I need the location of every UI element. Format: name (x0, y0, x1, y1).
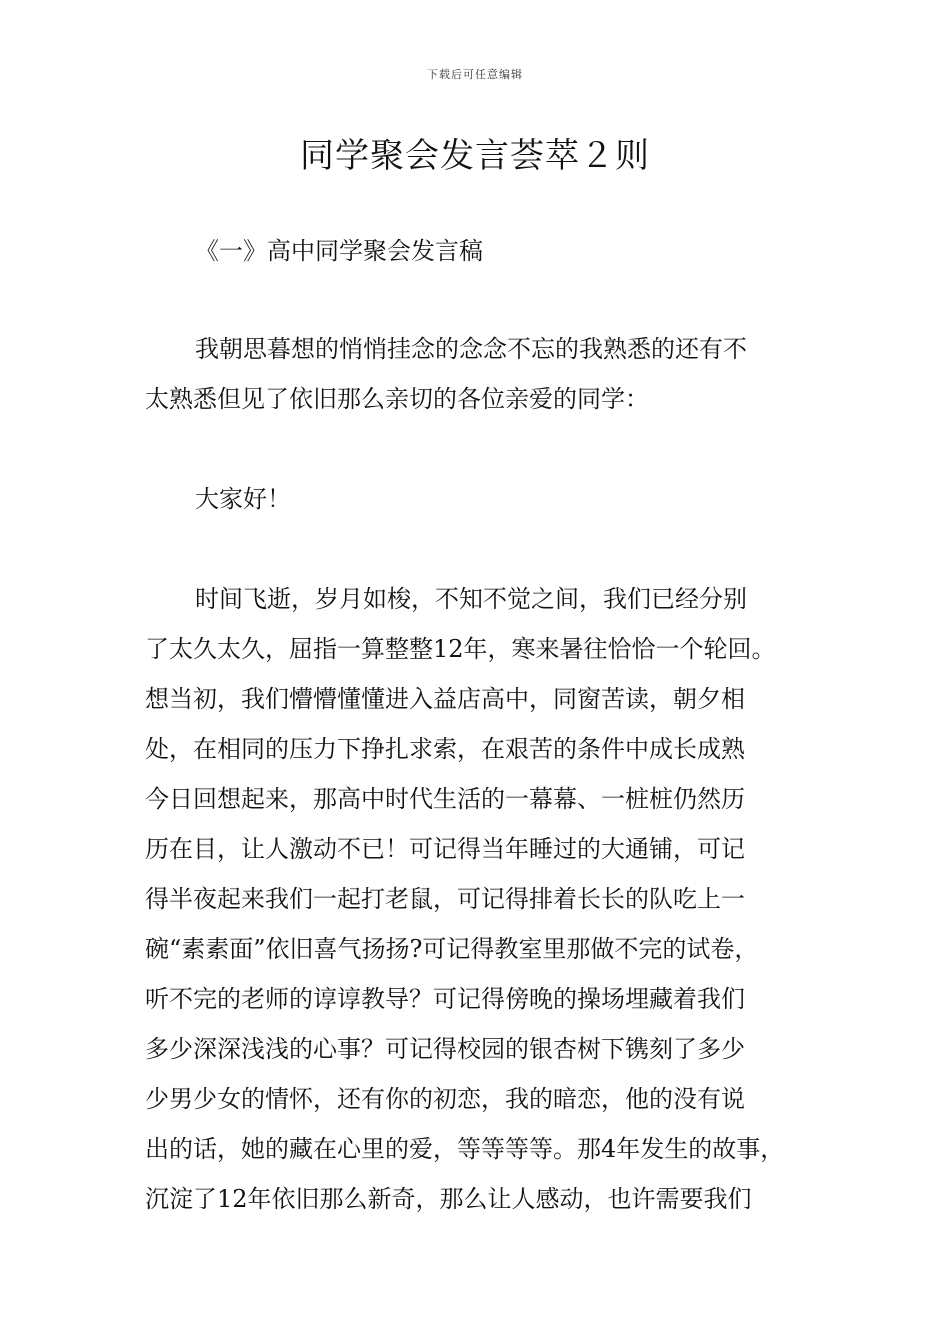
paragraph-line: 大家好！ (195, 485, 291, 513)
main-paragraph (145, 574, 835, 1224)
paragraph-line: 多少深深浅浅的心事？可记得校园的银杏树下镌刻了多少 (145, 1035, 745, 1063)
paragraph-line: 少男少女的情怀，还有你的初恋，我的暗恋，他的没有说 (145, 1085, 745, 1113)
paragraph-line: 沉淀了12年依旧那么新奇，那么让人感动，也许需要我们 (145, 1185, 752, 1213)
paragraph-line: 想当初，我们懵懵懂懂进入益店高中，同窗苦读，朝夕相 (145, 685, 745, 713)
section-heading-text: 《一》高中同学聚会发言稿 (195, 237, 483, 265)
header-note: 下载后可任意编辑 (427, 68, 523, 81)
greeting-paragraph (145, 324, 835, 424)
paragraph-line: 处，在相同的压力下挣扎求索，在艰苦的条件中成长成熟 (145, 735, 745, 763)
paragraph-line: 听不完的老师的谆谆教导？可记得傍晚的操场埋藏着我们 (145, 985, 745, 1013)
paragraph-line: 了太久太久，屈指一算整整12年，寒来暑往恰恰一个轮回。 (145, 635, 776, 663)
paragraph-line: 出的话，她的藏在心里的爱，等等等等。那4年发生的故事， (145, 1135, 785, 1163)
paragraph-line: 碗“素素面”依旧喜气扬扬?可记得教室里那做不完的试卷， (145, 935, 759, 963)
paragraph-line: 得半夜起来我们一起打老鼠，可记得排着长长的队吃上一 (145, 885, 745, 913)
page-title: 同学聚会发言荟萃２则 (300, 136, 650, 176)
hello-paragraph (145, 474, 835, 524)
paragraph-line: 我朝思暮想的悄悄挂念的念念不忘的我熟悉的还有不 (195, 335, 747, 363)
paragraph-line: 今日回想起来，那高中时代生活的一幕幕、一桩桩仍然历 (145, 785, 745, 813)
paragraph-line: 太熟悉但见了依旧那么亲切的各位亲爱的同学： (145, 385, 649, 413)
paragraph-line: 时间飞逝，岁月如梭，不知不觉之间，我们已经分别 (195, 585, 747, 613)
section-heading (145, 226, 835, 276)
paragraph-line: 历在目，让人激动不已！可记得当年睡过的大通铺，可记 (145, 835, 745, 863)
